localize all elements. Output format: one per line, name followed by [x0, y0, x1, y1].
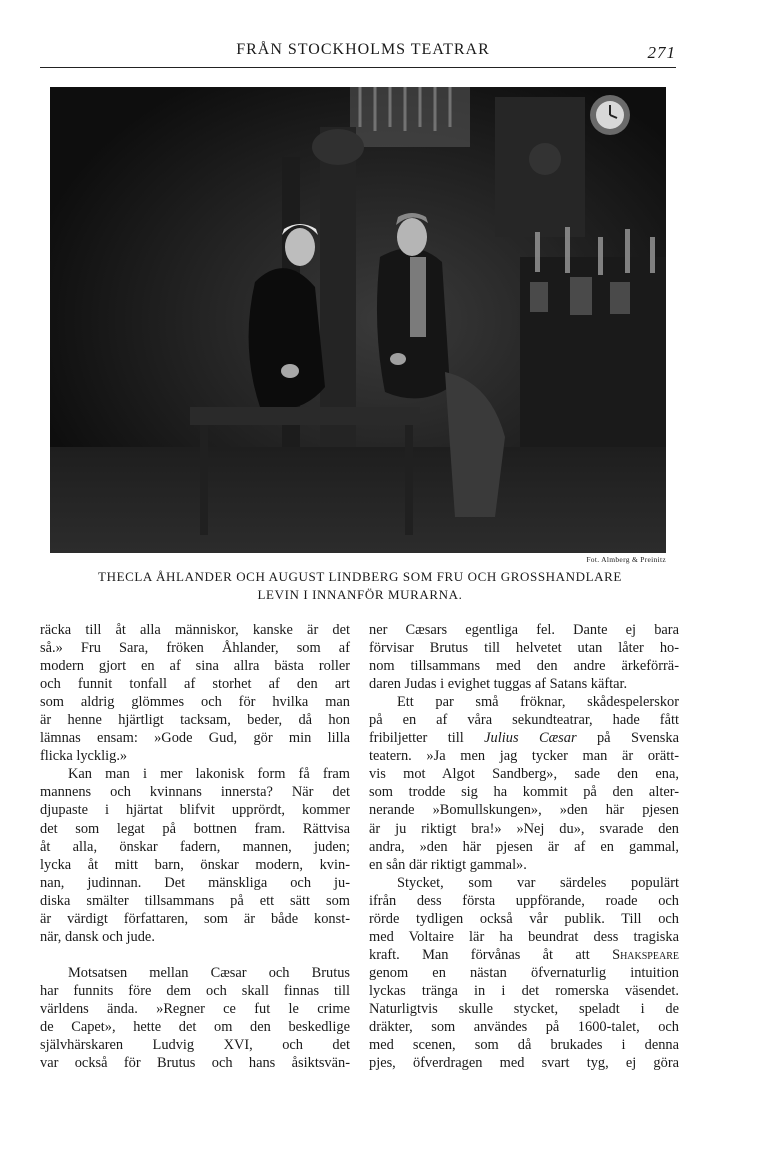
text-line: genom en nästan öfvernaturlig intuition [369, 964, 679, 981]
text-line: Kan man i mer lakonisk form få fram [68, 766, 350, 783]
text-fragment: fribiljetter till [369, 730, 464, 747]
text-line: modern gjort en af sina allra bästa roller [40, 658, 350, 675]
author-name: Shakspeare [612, 946, 679, 963]
text-line: de Capet», hette det om den beskedlige [40, 1018, 350, 1035]
text-fragment: kraft. Man förvånas åt att [369, 946, 590, 963]
play-title: Julius Cæsar [484, 730, 577, 747]
text-line: som aldrig glömmes och för hvilka man [40, 694, 350, 711]
text-line: en sån där riktigt gammal». [369, 856, 527, 873]
text-line: nerande »Bomullskungen», »den här pjesen [369, 802, 679, 819]
text-line: vis mot Algot Sandberg», sade den ena, [369, 766, 679, 783]
text-fragment: på Svenska [596, 730, 679, 747]
page-number: 271 [647, 43, 676, 62]
text-line: med Voltaire lär ha beundrat dess tragiska [369, 928, 679, 945]
paragraph-gap [40, 946, 350, 964]
text-line: mannens och kvinnans innersta? När det [40, 784, 350, 801]
text-line: var också för Brutus och hans åsiktsvän- [40, 1055, 350, 1072]
text-line: när, dansk och jude. [40, 928, 155, 945]
text-line: ner Cæsars egentliga fel. Dante ej bara [369, 622, 679, 638]
text-line: Motsatsen mellan Cæsar och Brutus [68, 964, 350, 981]
text-line: det som legat på bottnen fram. Rättvisa [40, 820, 350, 837]
text-line: djupaste i hjärtat blifvit upprördt, kommer [40, 802, 350, 819]
text-column-right [369, 621, 679, 1072]
text-line: och funnit tonfall af storhet af den art [40, 676, 350, 693]
text-line: diska smälter tillsammans på ett sätt som [40, 892, 350, 909]
text-line: åt alla, önskar fadern, mannen, juden; [40, 838, 350, 855]
text-line: pjes, öfverdragen med svart tyg, ej göra [369, 1055, 679, 1072]
text-line: flicka lycklig.» [40, 748, 128, 765]
text-line: som trodde sig ha kommit på den alter- [369, 784, 679, 801]
text-line: är värdigt författaren, som är både konst- [40, 910, 350, 927]
text-line: så.» Fru Sara, fröken Åhlander, som af [40, 640, 350, 657]
text-line: nom tillsammans med den andre ärkeförrä- [369, 658, 679, 675]
text-line: är henne hjärtligt tacksam, beder, då hon [40, 712, 350, 729]
text-line: lycka åt mitt barn, önskar modern, kvin- [40, 856, 350, 873]
caption-line: THECLA ÅHLANDER OCH AUGUST LINDBERG SOM FRU OCH GROSSHANDLARE [98, 569, 622, 584]
text-column-left [40, 621, 350, 1072]
text-line: med scenen, som då brukades i denna [369, 1037, 679, 1054]
text-line: självhärskaren Ludvig XVI, och det [40, 1037, 350, 1054]
text-line [369, 946, 679, 964]
text-line: lämnas ensam: »Gode Gud, gör min lilla [40, 730, 350, 747]
text-line [369, 729, 679, 747]
text-line: lyckas tränga in i det romerska väsendet. [369, 982, 679, 999]
text-line: daren Judas i evighet tuggas af Satans käftar. [369, 676, 628, 693]
stage-photograph [50, 87, 666, 553]
text-line: Stycket, som var särdeles populärt [397, 874, 679, 891]
photo-caption [40, 568, 680, 604]
text-line: nan, judinnan. Det mänskliga och ju- [40, 874, 350, 891]
text-line: räcka till åt alla människor, kanske är det [40, 622, 350, 638]
text-line: världens ända. »Regner ce fut le crime [40, 1000, 350, 1017]
running-head: FRÅN STOCKHOLMS TEATRAR [236, 41, 490, 58]
text-line: ifrån dess första uppförande, roade och [369, 892, 679, 909]
text-line: teatern. »Ja men jag tycker man är orätt- [369, 748, 679, 765]
photo-credit: Fot. Almberg & Preinitz [586, 555, 666, 564]
text-line: på en af våra sekundteatrar, hade fått [369, 712, 679, 729]
header-rule [40, 67, 676, 68]
text-line: är ju riktigt bra!» »Nej du», svarade den [369, 820, 679, 837]
text-line: Naturligtvis skulle stycket, speladt i de [369, 1000, 679, 1017]
text-line: har funnits före dem och skall finnas till [40, 982, 350, 999]
text-line: förvisar Brutus till helvetet utan låter ho- [369, 640, 679, 657]
text-line: andra, »den här pjesen är af en gammal, [369, 838, 679, 855]
text-line: dräkter, som användes på 1600-talet, och [369, 1019, 679, 1036]
caption-line: LEVIN I INNANFÖR MURARNA. [257, 587, 463, 602]
text-line: rörde tydligen också vår publik. Till och [369, 910, 679, 927]
text-line: Ett par små fröknar, skådespelerskor [397, 694, 679, 711]
photo-illustration [50, 87, 666, 553]
